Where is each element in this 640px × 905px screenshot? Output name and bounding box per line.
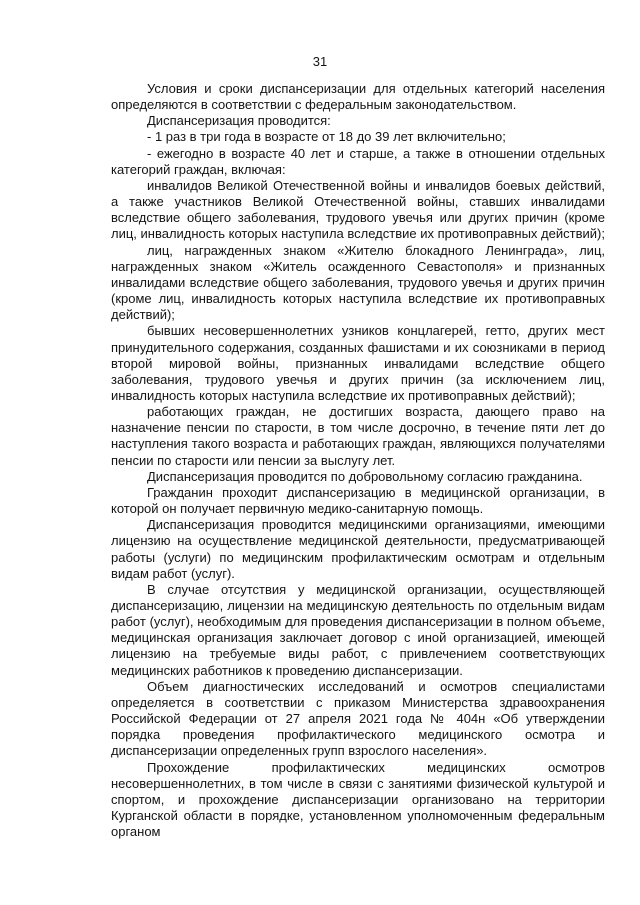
paragraph: работающих граждан, не достигших возраста, дающего право на назначение пенсии по старости, в том числе досрочно, в течение пяти лет до наступления такого возраста и работающих граждан, являющихся получателями пенсии по старости или пенсии за выслугу лет.: [111, 404, 605, 468]
paragraph: Гражданин проходит диспансеризацию в медицинской организации, в которой он получает первичную медико-санитарную помощь.: [111, 484, 605, 517]
paragraph: Диспансеризация проводится по добровольному согласию гражданина.: [147, 468, 583, 484]
paragraph: лиц, награжденных знаком «Жителю блокадного Ленинграда», лиц, награжденных знаком «Житель осажденного Севастополя» и признанных инвалидами вследствие общего заболевания, трудового увечья и других причин (кроме лиц, инвалидность которых наступила вследствие их противоправных действий);: [111, 242, 605, 323]
document-body: [111, 81, 605, 840]
paragraph: Объем диагностических исследований и осмотров специалистами определяется в соответствии с приказом Министерства здравоохранения Российской Федерации от 27 апреля 2021 года № 404н «Об утверждении порядка проведения профилактического медицинского осмотра и диспансеризации определенных групп взрослого населения».: [111, 678, 605, 759]
paragraph: инвалидов Великой Отечественной войны и инвалидов боевых действий, а также участников Великой Отечественной войны, ставших инвалидами вследствие общего заболевания, трудового увечья или других причин (кроме лиц, инвалидность которых наступила вследствие их противоправных действий);: [111, 177, 605, 242]
paragraph: Прохождение профилактических медицинских осмотров несовершеннолетних, в том числе в связи с занятиями физической культурой и спортом, и прохождение диспансеризации организовано на территории Курганской области в порядке, установленном уполномоченным федеральным органом: [111, 759, 605, 840]
paragraph: бывших несовершеннолетних узников концлагерей, гетто, других мест принудительного содержания, созданных фашистами и их союзниками в период второй мировой войны, признанных инвалидами вследствие общего заболевания, трудового увечья и других причин (за исключением лиц, инвалидность которых наступила вследствие их противоправных действий);: [111, 323, 605, 403]
paragraph: Диспансеризация проводится:: [147, 113, 331, 129]
paragraph: Диспансеризация проводится медицинскими организациями, имеющими лицензию на осуществление медицинской деятельности, предусматривающей работы (услуги) по медицинским профилактическим осмотрам и отдельным видам работ (услуг).: [111, 517, 605, 581]
list-item: - 1 раз в три года в возрасте от 18 до 39 лет включительно;: [147, 129, 506, 145]
page-number: 31: [312, 54, 328, 69]
list-item: - ежегодно в возрасте 40 лет и старше, а также в отношении отдельных категорий граждан, включая:: [111, 145, 605, 177]
paragraph: Условия и сроки диспансеризации для отдельных категорий населения определяются в соответствии с федеральным законодательством.: [111, 81, 605, 113]
paragraph: В случае отсутствия у медицинской организации, осуществляющей диспансеризацию, лицензии на медицинскую деятельность по отдельным видам работ (услуг), необходимым для проведения диспансеризации в полном объеме, медицинская организация заключает договор с иной организацией, имеющей лицензию на требуемые виды работ, с привлечением соответствующих медицинских работников к проведению диспансеризации.: [111, 581, 605, 678]
